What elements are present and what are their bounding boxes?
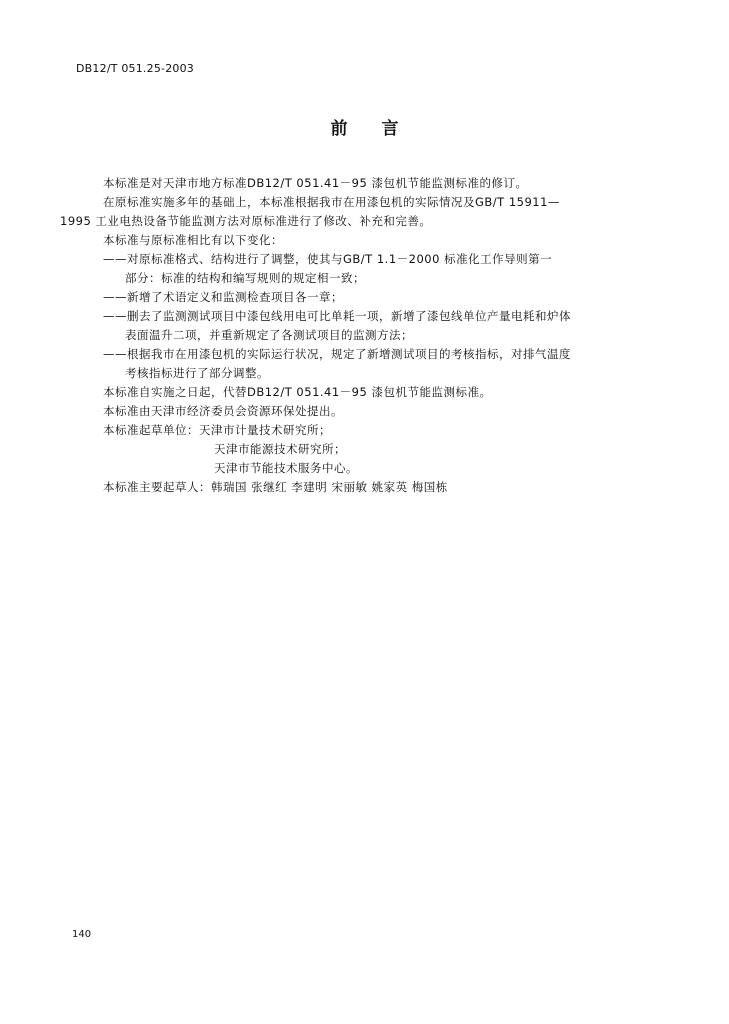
standard-code: DB12/T 051.25-2003: [76, 62, 194, 75]
paragraph-line: 本标准自实施之日起，代替DB12/T 051.41－95 漆包机节能监测标准。: [103, 385, 492, 399]
drafting-unit-line: 本标准起草单位：天津市计量技术研究所；: [103, 423, 331, 437]
list-item-line: ——根据我市在用漆包机的实际运行状况，规定了新增测试项目的考核指标，对排气温度: [103, 347, 571, 361]
drafters-line: 本标准主要起草人：韩瑞国 张继红 李建明 宋丽敏 姚家英 梅国栋: [103, 480, 448, 494]
paragraph-line: 本标准与原标准相比有以下变化：: [103, 233, 283, 247]
list-item-continuation: 部分：标准的结构和编写规则的规定相一致；: [125, 271, 365, 285]
list-item-line: ——对原标准格式、结构进行了调整，使其与GB/T 1.1－2000 标准化工作导则第一: [103, 252, 553, 266]
list-item-continuation: 表面温升二项，并重新规定了各测试项目的监测方法；: [125, 328, 413, 342]
paragraph-line: 本标准由天津市经济委员会资源环保处提出。: [103, 404, 343, 418]
drafting-unit-line: 天津市节能技术服务中心。: [214, 461, 358, 475]
paragraph-line: 1995 工业电热设备节能监测方法对原标准进行了修改、补充和完善。: [60, 214, 432, 228]
page-number: 140: [72, 929, 92, 940]
paragraph-line: 本标准是对天津市地方标准DB12/T 051.41－95 漆包机节能监测标准的修订。: [103, 176, 528, 190]
list-item-line: ——删去了监测测试项目中漆包线用电可比单耗一项，新增了漆包线单位产量电耗和炉体: [103, 309, 571, 323]
paragraph-line: 在原标准实施多年的基础上，本标准根据我市在用漆包机的实际情况及GB/T 15911—: [103, 195, 560, 209]
list-item-line: ——新增了术语定义和监测检查项目各一章；: [103, 290, 343, 304]
drafting-unit-line: 天津市能源技术研究所；: [214, 442, 346, 456]
page-title: 前 言: [330, 119, 413, 139]
list-item-continuation: 考核指标进行了部分调整。: [125, 366, 269, 380]
